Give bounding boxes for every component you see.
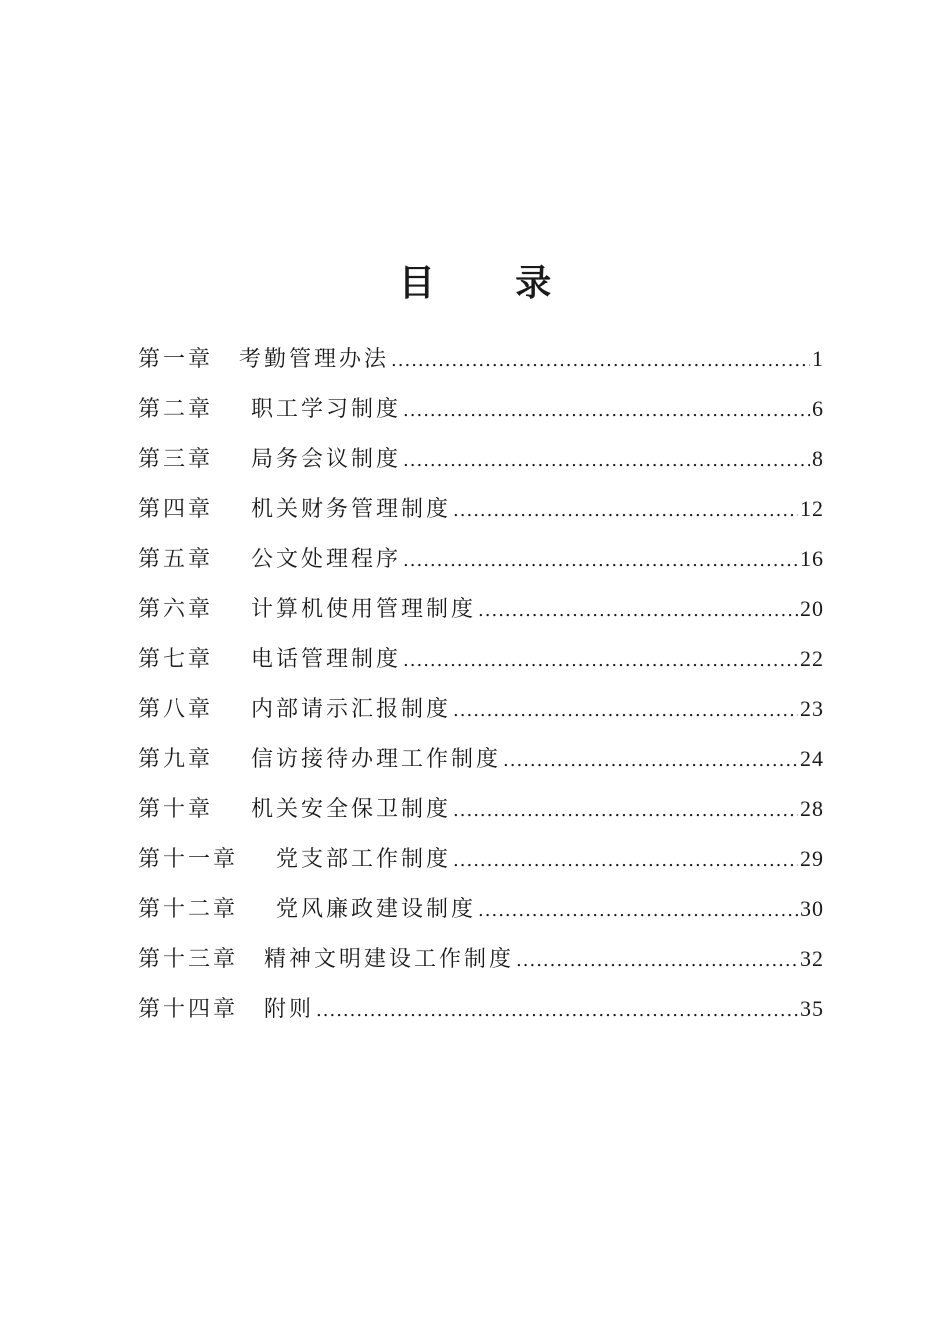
dot-leader — [453, 486, 798, 536]
toc-entry-title: 精神文明建设工作制度 — [264, 947, 515, 972]
toc-entry[interactable] — [138, 884, 824, 934]
toc-chapter-label: 第一章 — [138, 347, 214, 372]
toc-chapter-label: 第四章 — [138, 497, 214, 522]
toc-chapter-label: 第六章 — [138, 597, 214, 622]
dot-leader — [453, 836, 798, 886]
toc-entry[interactable] — [138, 834, 824, 884]
toc-entry[interactable] — [138, 434, 824, 484]
toc-page-number: 6 — [812, 396, 824, 421]
toc-entry[interactable] — [138, 384, 824, 434]
dot-leader — [403, 536, 798, 586]
dot-leader — [391, 336, 810, 386]
toc-page-number: 29 — [800, 846, 824, 871]
toc-chapter-label: 第十四章 — [138, 997, 239, 1022]
toc-entry[interactable] — [138, 584, 824, 634]
toc-page-number: 23 — [800, 696, 824, 721]
toc-page-number: 16 — [800, 546, 824, 571]
toc-entry[interactable] — [138, 684, 824, 734]
toc-chapter-label: 第十章 — [138, 797, 214, 822]
toc-entry[interactable] — [138, 984, 824, 1034]
toc-page-number: 1 — [812, 346, 824, 371]
dot-leader — [316, 986, 798, 1036]
toc-entry-title: 机关财务管理制度 — [251, 497, 452, 522]
toc-entry[interactable] — [138, 534, 824, 584]
toc-chapter-label: 第九章 — [138, 747, 214, 772]
toc-page-number: 20 — [800, 596, 824, 621]
toc-entry-title: 机关安全保卫制度 — [251, 797, 452, 822]
toc-heading: 目 录 — [398, 262, 586, 304]
toc-chapter-label: 第二章 — [138, 397, 214, 422]
toc-entry-title: 考勤管理办法 — [239, 347, 390, 372]
toc-page-number: 35 — [800, 996, 824, 1021]
toc-entry-title: 党支部工作制度 — [276, 847, 452, 872]
toc-chapter-label: 第十一章 — [138, 847, 239, 872]
toc-entry-title: 电话管理制度 — [251, 647, 402, 672]
dot-leader — [516, 936, 798, 986]
toc-page-number: 12 — [800, 496, 824, 521]
dot-leader — [453, 686, 798, 736]
toc-entry[interactable] — [138, 484, 824, 534]
dot-leader — [403, 436, 810, 486]
dot-leader — [453, 786, 798, 836]
toc-entry[interactable] — [138, 334, 824, 384]
table-of-contents — [138, 334, 824, 1034]
toc-entry[interactable] — [138, 634, 824, 684]
toc-page-number: 28 — [800, 796, 824, 821]
toc-entry[interactable] — [138, 784, 824, 834]
toc-entry-title: 局务会议制度 — [251, 447, 402, 472]
toc-entry-title: 信访接待办理工作制度 — [251, 747, 502, 772]
dot-leader — [403, 636, 798, 686]
toc-entry-title: 内部请示汇报制度 — [251, 697, 452, 722]
toc-chapter-label: 第八章 — [138, 697, 214, 722]
toc-chapter-label: 第三章 — [138, 447, 214, 472]
toc-page-number: 22 — [800, 646, 824, 671]
dot-leader — [503, 736, 798, 786]
toc-chapter-label: 第十二章 — [138, 897, 239, 922]
dot-leader — [403, 386, 810, 436]
toc-entry-title: 党风廉政建设制度 — [276, 897, 477, 922]
toc-chapter-label: 第十三章 — [138, 947, 239, 972]
toc-chapter-label: 第五章 — [138, 547, 214, 572]
dot-leader — [478, 586, 798, 636]
toc-page-number: 8 — [812, 446, 824, 471]
toc-entry-title: 附则 — [264, 997, 315, 1022]
dot-leader — [478, 886, 798, 936]
toc-entry-title: 公文处理程序 — [251, 547, 402, 572]
toc-entry-title: 计算机使用管理制度 — [251, 597, 477, 622]
toc-entry[interactable] — [138, 734, 824, 784]
toc-chapter-label: 第七章 — [138, 647, 214, 672]
toc-entry[interactable] — [138, 934, 824, 984]
toc-page-number: 24 — [800, 746, 824, 771]
toc-page-number: 30 — [800, 896, 824, 921]
toc-page-number: 32 — [800, 946, 824, 971]
toc-entry-title: 职工学习制度 — [251, 397, 402, 422]
